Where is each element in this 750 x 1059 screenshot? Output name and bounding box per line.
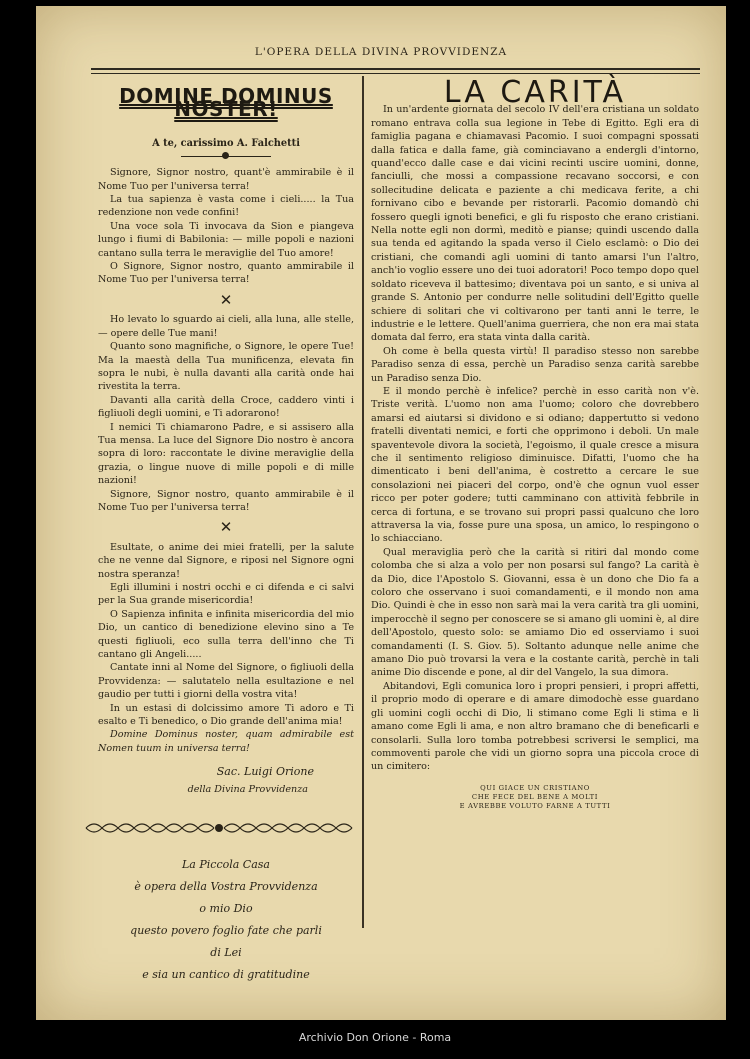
signature-name: Sac. Luigi Orione (216, 765, 314, 779)
dedication-line: questo povero foglio fate che parli (130, 924, 322, 938)
psalm-paragraph: I nemici Ti chiamarono Padre, e si assisero alla Tua mensa. La luce del Signore Dio nostro è ancora sopra di loro: raccontate le divine meraviglie della grazia, o lingue nuove di mille popoli e di mille nazioni! (98, 421, 354, 487)
psalm-paragraph: Davanti alla carità della Croce, caddero vinti i figliuoli degli uomini, e Ti adorarono! (98, 394, 354, 420)
floral-ornament-band (84, 820, 354, 836)
epitaph (371, 784, 699, 811)
dedication-line: e sia un cantico di gratitudine (142, 968, 310, 982)
running-header: L'OPERA DELLA DIVINA PROVVIDENZA (254, 46, 508, 58)
header-rule (91, 68, 700, 74)
epitaph-line: E AVREBBE VOLUTO FARNE A TUTTI (459, 801, 611, 810)
psalm-paragraph: Esultate, o anime dei miei fratelli, per la salute che ne venne dal Signore, e riposi nel Signore ogni nostra speranza! (98, 541, 354, 580)
psalm-paragraph: Ho levato lo sguardo ai cieli, alla luna, alle stelle, — opere delle Tue mani! (98, 314, 354, 339)
article-paragraph: Abitandovi, Egli comunica loro i propri pensieri, i propri affetti, il proprio modo di operare e di amare dimodochè esse guardano gli uomini cogli occhi di Dio, li stimano come Egli li stima e li amano come Egli li ama, e non altro bramano che di beneficarli e consolarli. Sulla loro tomba potrebbesi scriversi le semplici, ma commoventi parole che vidi un giorno sopra una piccola croce di un cimitero: (371, 680, 699, 773)
psalm-paragraph: Signore, Signor nostro, quanto ammirabile è il Nome Tuo per l'universa terra! (98, 488, 354, 513)
floral-ornament-icon (84, 820, 354, 836)
psalm-paragraph: La tua sapienza è vasta come i cieli..... la Tua redenzione non vede confini! (98, 194, 354, 219)
right-column (371, 75, 699, 811)
psalm-paragraph: Una voce sola Ti invocava da Sion e piangeva lungo i fiumi di Babilonia: — mille popoli e nazioni cantano sulla terra le meraviglie del Tuo amore! (98, 220, 354, 259)
archive-caption: Archivio Don Orione - Roma (298, 1031, 452, 1044)
signature-block (98, 765, 354, 796)
closing-latin-verse: Domine Dominus noster, quam admirabile est Nomen tuum in universa terra! (98, 729, 354, 754)
epitaph-line: QUI GIACE UN CRISTIANO (480, 783, 590, 792)
psalm-paragraph: Egli illumini i nostri occhi e ci difenda e ci salvi per la Sua grande misericordia! (98, 582, 354, 607)
dedication-line: di Lei (210, 946, 242, 960)
article-dedication: A te, carissimo A. Falchetti (152, 137, 300, 149)
dedication-ornament (181, 152, 271, 160)
psalm-paragraph: Cantate inni al Nome del Signore, o figliuoli della Provvidenza: — salutatelo nella esultazione e nel gaudio per tutti i giorni della vostra vita! (98, 662, 354, 701)
dedication-line: o mio Dio (199, 902, 253, 916)
dedication-line: è opera della Vostra Provvidenza (134, 880, 318, 894)
psalm-paragraph: Signore, Signor nostro, quant'è ammirabile è il Nome Tuo per l'universa terra! (98, 167, 354, 192)
article-paragraph: E il mondo perchè è infelice? perchè in esso carità non v'è. Triste verità. L'uomo non ama l'uomo; coloro che dovrebbero amarsi ed aiutarsi si dividono e si odiano; dappertutto si vedono fratelli diventati nemici, e forti che opprimono i deboli. Un male spaventevole divora la società, l'egoismo, il quale cresce a misura che il sentimento religioso diminuisce. Difatti, l'uomo che ha dimenticato i beni dell'anima, è costretto a cercare le sue consolazioni nei piaceri del corpo, ond'è che ognun vuol esser ricco per poter godere; tutti camminano con attività febbrile in cerca di fortuna, e se trovano sui propri passi qualcuno che loro attraversa la via, fosse pure una sposa, un amico, lo respingono o lo schiacciano. (371, 385, 699, 545)
article-paragraph: In un'ardente giornata del secolo IV dell'era cristiana un soldato romano entrava colla sua legione in Tebe di Egitto. Egli era di famiglia pagana e chiamavasi Pacomio. I suoi compagni spossati dalla fatica e dalla fame, già cominciavano a endergli d'intorno, quand'ecco dalle case e dai vicini recinti uscire uomini, donne, fanciulli, che mossi a compassione recavano soccorsi, e con sollecitudine delicata e paziente a chi medicava ferite, a chi fornivano cibo e bevande per ristorarli. Pacomio domandò chi fossero quegli ignoti benefici, e gli fu risposto che erano cristiani. Nella notte egli non dormì, meditò e pianse; quindi uscendo dalla sua tenda ed agitando la spada verso il Cielo esclamò: o Dio dei cristiani, che comandi agli uomini di tanto amarsi l'un l'altro, anch'io voglio essere uno dei tuoi adoratori! Poco tempo dopo quel soldato riceveva il battesimo; diventava poi un santo, e si univa al grande S. Antonio per condurre nelle solitudini dell'Egitto quelle schiere di solitari che vi coltivarono per tanti anni le terre, le industrie e le lettere. Quell'anima guerriera, che non era mai stata domata dal ferro, era stata vinta dalla carità. (371, 104, 699, 344)
cross-separator: ✕ (219, 518, 233, 537)
piccola-casa-dedication (98, 854, 354, 986)
cross-separator: ✕ (219, 290, 233, 309)
article-paragraph: Oh come è bella questa virtù! Il paradiso stesso non sarebbe Paradiso senza di essa, perchè un Paradiso senza carità sarebbe un Paradiso senza Dio. (371, 345, 699, 384)
left-article-title: DOMINE DOMINUS NOSTER! (119, 84, 333, 122)
right-article-title: LA CARITÀ (443, 75, 627, 110)
article-paragraph: Qual meraviglia però che la carità si ritiri dal mondo come colomba che si alza a volo per non posarsi sul fango? La carità è da Dio, dice l'Apostolo S. Giovanni, essa è un dono che Dio fa a coloro che osservano i suoi comandamenti, e il mondo non ama Dio. Quindi è che in esso non sarà mai la vera carità tra gli uomini, imperocchè il segno per conoscere se si amano gli uomini è, al dire dell'Apostolo, questo solo: se amiamo Dio ed osserviamo i suoi comandamenti (I. S. Giov. 5). Soltanto adunque nelle anime che amano Dio può trovarsi la vera e la costante carità, perchè in tali anime Dio discende e pone, al dir del Vangelo, la sua dimora. (371, 546, 699, 679)
psalm-paragraph: O Signore, Signor nostro, quanto ammirabile il Nome Tuo per l'universa terra! (98, 261, 354, 286)
left-column (98, 80, 354, 986)
epitaph-line: CHE FECE DEL BENE A MOLTI (471, 792, 599, 801)
psalm-paragraph: O Sapienza infinita e infinita misericordia del mio Dio, un cantico di benedizione elevino sino a Te questi figliuoli, eco sulla terra dell'inno che Ti cantano gli Angeli..... (98, 608, 354, 661)
signature-organization: della Divina Provvidenza (187, 783, 308, 795)
psalm-paragraph: Quanto sono magnifiche, o Signore, le opere Tue! Ma la maestà della Tua munificenza, elevata fin sopra le nubi, è nulla davanti alla carità onde hai rivestita la terra. (98, 341, 354, 393)
dedication-line: La Piccola Casa (182, 858, 270, 872)
psalm-paragraph: In un estasi di dolcissimo amore Ti adoro e Ti esalto e Ti benedico, o Dio grande dell'anima mia! (98, 702, 354, 728)
newspaper-page (36, 6, 726, 1020)
column-divider (362, 76, 364, 928)
